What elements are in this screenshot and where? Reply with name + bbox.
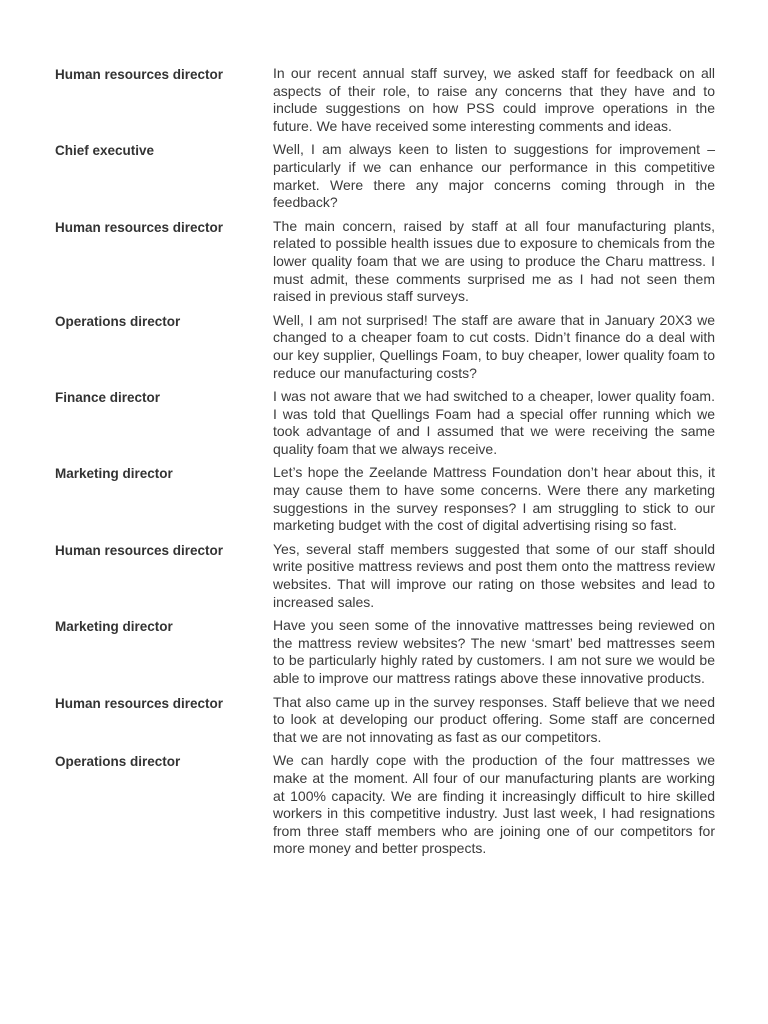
transcript-row: [55, 388, 715, 458]
transcript-row: [55, 541, 715, 611]
speaker-name: Operations director: [55, 754, 181, 770]
speech-text: That also came up in the survey responses. Staff believe that we need to look at developing our product offering. Some staff are concerned that we are not innovating as fast as our competitors.: [273, 693, 715, 745]
speech-text: Well, I am not surprised! The staff are aware that in January 20X3 we changed to a cheaper foam to cut costs. Didn’t finance do a deal with our key supplier, Quellings Foam, to buy cheaper, lower quality foam to reduce our manufacturing costs?: [273, 311, 715, 381]
speech-text: In our recent annual staff survey, we asked staff for feedback on all aspects of their role, to raise any concerns that they have and to include suggestions on how PSS could improve operations in the future. We have received some interesting comments and ideas.: [273, 65, 715, 134]
meeting-transcript: [55, 65, 715, 864]
speech-text: Yes, several staff members suggested that some of our staff should write positive mattress reviews and post them onto the mattress review websites. That will improve our rating on those websites and lead to increased sales.: [273, 540, 715, 610]
speaker-name: Marketing director: [55, 466, 173, 482]
speaker-name: Human resources director: [55, 695, 224, 711]
transcript-row: [55, 141, 715, 211]
speech-text: The main concern, raised by staff at all four manufacturing plants, related to possible health issues due to exposure to chemicals from the lower quality foam that we are using to produce the Charu mattress. I must admit, these comments surprised me as I had not seen them raised in previous staff surveys.: [273, 217, 715, 305]
speech-text: We can hardly cope with the production of the four mattresses we make at the moment. All four of our manufacturing plants are working at 100% capacity. We are finding it increasingly difficult to hire skilled workers in this competitive industry. Just last week, I had resignations from three staff members who are joining one of our competitors for more money and better prospects.: [273, 752, 715, 857]
speech-text: Well, I am always keen to listen to suggestions for improvement – particularly if we can enhance our performance in this competitive market. Were there any major concerns coming through in the feedback?: [273, 141, 715, 211]
speaker-name: Human resources director: [55, 542, 224, 558]
transcript-row: [55, 312, 715, 382]
speaker-name: Human resources director: [55, 219, 224, 235]
speech-text: Have you seen some of the innovative mattresses being reviewed on the mattress review websites? The new ‘smart’ bed mattresses seem to be particularly highly rated by customers. I am not sure we would be able to improve our mattress ratings above these innovative products.: [273, 617, 715, 686]
speaker-name: Human resources director: [55, 67, 224, 82]
speaker-name: Operations director: [55, 313, 181, 329]
speaker-name: Finance director: [55, 390, 161, 406]
transcript-row: [55, 752, 715, 858]
transcript-row: [55, 464, 715, 534]
transcript-row: [55, 65, 715, 135]
speaker-name: Marketing director: [55, 619, 173, 635]
speech-text: I was not aware that we had switched to a cheaper, lower quality foam. I was told that Quellings Foam had a special offer running which we took advantage of and I assumed that we were receiving the same quality foam that we always receive.: [273, 388, 715, 457]
transcript-row: [55, 218, 715, 306]
speech-text: Let’s hope the Zeelande Mattress Foundation don’t hear about this, it may cause them to have some concerns. Were there any marketing suggestions in the survey responses? I am struggling to stick to our marketing budget with the cost of digital advertising rising so fast.: [273, 464, 715, 534]
transcript-row: [55, 694, 715, 747]
transcript-row: [55, 617, 715, 687]
speaker-name: Chief executive: [55, 143, 155, 159]
